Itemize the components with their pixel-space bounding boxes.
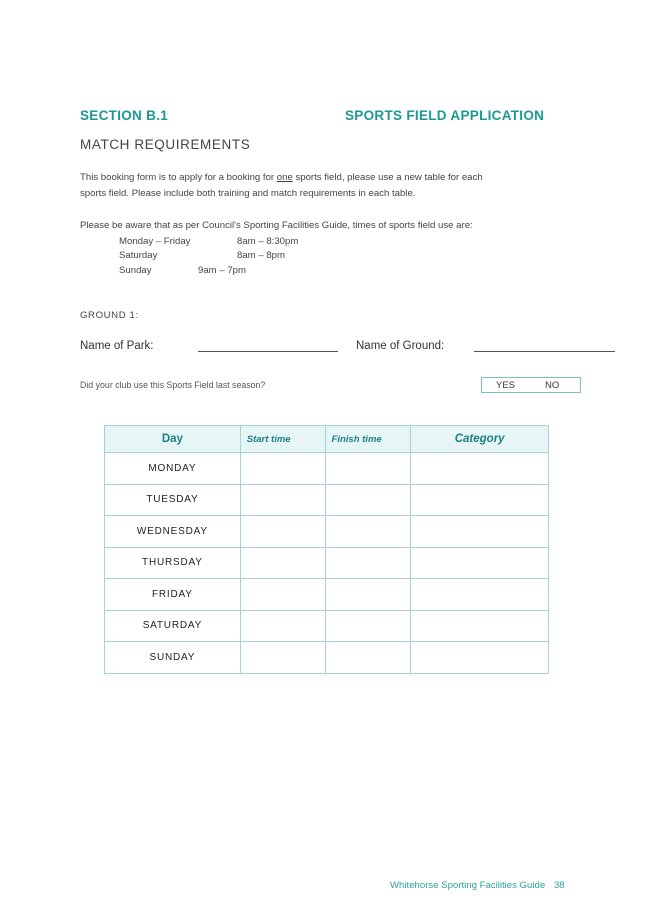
finish-time-cell[interactable]	[325, 642, 411, 674]
table-row	[105, 610, 549, 642]
yes-option[interactable]: YES	[496, 379, 516, 391]
table-row	[105, 547, 549, 579]
ground-name-label: Name of Ground:	[356, 340, 445, 352]
notice-text: Please be aware that as per Council's Sporting Facilities Guide, times of sports field use are:	[80, 220, 473, 231]
header-category: Category	[411, 426, 549, 453]
finish-time-cell[interactable]	[325, 484, 411, 516]
intro-paragraph	[80, 170, 600, 201]
section-title: SECTION B.1	[80, 108, 169, 123]
no-option[interactable]: NO	[545, 379, 560, 391]
start-time-cell[interactable]	[240, 579, 325, 611]
intro-line1-before: This booking form is to apply for a booking for	[80, 172, 277, 183]
start-time-cell[interactable]	[240, 516, 325, 548]
last-season-question: Did your club use this Sports Field last season?	[80, 380, 266, 390]
finish-time-cell[interactable]	[325, 547, 411, 579]
form-title: SPORTS FIELD APPLICATION	[345, 108, 545, 123]
day-cell: MONDAY	[105, 453, 241, 485]
hours-times-weekday: 8am – 8:30pm	[237, 236, 299, 247]
table-row	[105, 579, 549, 611]
finish-time-cell[interactable]	[325, 516, 411, 548]
hours-times-sunday: 9am – 7pm	[198, 265, 246, 276]
table-row	[105, 516, 549, 548]
hours-days-weekday: Monday – Friday	[119, 236, 191, 247]
header-finish-time: Finish time	[325, 426, 411, 453]
finish-time-cell[interactable]	[325, 579, 411, 611]
day-cell: TUESDAY	[105, 484, 241, 516]
intro-line2: sports field. Please include both training and match requirements in each table.	[80, 187, 416, 199]
page-number: 38	[553, 880, 565, 891]
park-label: Name of Park:	[80, 340, 154, 352]
category-cell[interactable]	[411, 642, 549, 674]
subheading: MATCH REQUIREMENTS	[80, 137, 251, 152]
header-start-time: Start time	[240, 426, 325, 453]
table-row	[105, 453, 549, 485]
hours-times-saturday: 8am – 8pm	[237, 250, 285, 261]
footer-text: Whitehorse Sporting Facilities Guide	[390, 880, 546, 891]
ground-label: GROUND 1:	[80, 310, 139, 321]
hours-days-sunday: Sunday	[119, 265, 152, 276]
intro-line1-underlined: one	[276, 172, 293, 183]
finish-time-cell[interactable]	[325, 453, 411, 485]
category-cell[interactable]	[411, 516, 549, 548]
category-cell[interactable]	[411, 610, 549, 642]
header-day: Day	[105, 426, 241, 453]
start-time-cell[interactable]	[240, 453, 325, 485]
intro-line1-after: sports field, please use a new table for each	[292, 172, 483, 183]
yes-no-box	[481, 377, 581, 393]
park-input[interactable]	[198, 350, 338, 352]
day-cell: FRIDAY	[105, 579, 241, 611]
table-row	[105, 642, 549, 674]
category-cell[interactable]	[411, 547, 549, 579]
table-row	[105, 484, 549, 516]
table-header-row	[105, 426, 549, 453]
start-time-cell[interactable]	[240, 547, 325, 579]
finish-time-cell[interactable]	[325, 610, 411, 642]
category-cell[interactable]	[411, 453, 549, 485]
day-cell: WEDNESDAY	[105, 516, 241, 548]
start-time-cell[interactable]	[240, 484, 325, 516]
hours-days-saturday: Saturday	[119, 250, 158, 261]
schedule-table	[104, 425, 549, 674]
page-footer	[390, 880, 565, 891]
start-time-cell[interactable]	[240, 642, 325, 674]
category-cell[interactable]	[411, 484, 549, 516]
day-cell: SUNDAY	[105, 642, 241, 674]
day-cell: SATURDAY	[105, 610, 241, 642]
category-cell[interactable]	[411, 579, 549, 611]
day-cell: THURSDAY	[105, 547, 241, 579]
start-time-cell[interactable]	[240, 610, 325, 642]
ground-name-input[interactable]	[474, 350, 615, 352]
